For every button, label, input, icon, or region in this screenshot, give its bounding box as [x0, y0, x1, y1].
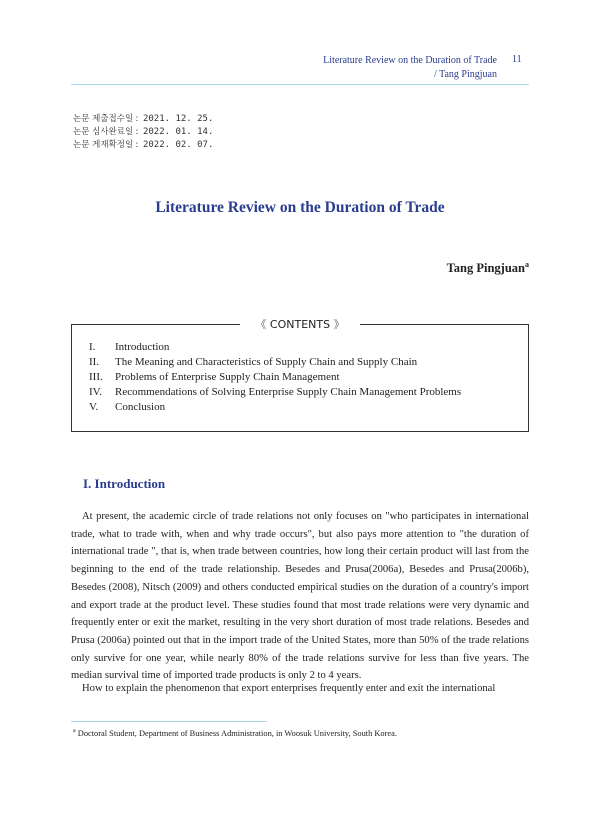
contents-item	[89, 385, 461, 400]
running-head-title: Literature Review on the Duration of Trade	[323, 55, 497, 66]
date-label: 논문 게재확정일	[73, 140, 134, 150]
footnote-text: Doctoral Student, Department of Business Administration, in Woosuk University, South Korea.	[75, 728, 397, 738]
author-line	[447, 260, 529, 276]
paper-title: Literature Review on the Duration of Trade	[155, 199, 445, 216]
date-value: 2022. 01. 14.	[142, 127, 214, 137]
contents-item-text: Recommendations of Solving Enterprise Supply Chain Management Problems	[115, 386, 462, 398]
contents-item	[89, 355, 461, 370]
author-name: Tang Pingjuan	[446, 261, 525, 276]
running-head	[300, 54, 497, 82]
contents-item	[89, 400, 461, 415]
date-row-submitted	[73, 113, 213, 126]
author-footnote-mark: a	[525, 260, 529, 269]
contents-list	[89, 340, 461, 415]
contents-item-text: Introduction	[115, 341, 170, 353]
contents-item-number: V.	[89, 401, 99, 413]
contents-item-text: Problems of Enterprise Supply Chain Management	[115, 371, 340, 383]
date-row-reviewed	[73, 126, 213, 139]
date-separator: :	[135, 127, 139, 137]
body-paragraph: How to explain the phenomenon that export enterprises frequently enter and exit the international	[82, 683, 496, 694]
date-label: 논문 심사완료일	[73, 127, 134, 137]
footnote	[73, 728, 397, 738]
contents-heading: 《 CONTENTS 》	[240, 316, 360, 332]
contents-item-text: Conclusion	[115, 401, 166, 413]
footnote-rule	[71, 721, 267, 722]
contents-item	[89, 340, 461, 355]
section-heading: I. Introduction	[83, 476, 166, 491]
page-number: 11	[512, 54, 522, 65]
date-value: 2022. 02. 07.	[142, 140, 214, 150]
body-paragraph: At present, the academic circle of trade relations not only focuses on "who participates in international trade, what to trade with, when and why trade occurs", but also pays more attention to "the duration of international trade ", that is, when trade between countries, how long their certain product will last from the beginning to the end of the trade relationship. Besedes and Prusa(2006a), Besedes and Prusa(2006b), Besedes (2008), Nitsch (2009) and others conducted empirical studies on the duration of a country's import and export trade at the product level. These studies found that most trade relations were very dynamic and frequently enter or exit the market, resulting in the very short duration of most trade relations. Besedes and Prusa (2006a) pointed out that in the import trade of the United States, more than 50% of the trade relations only survive for one year, while nearly 80% of the trade relations survive for less than five years. The median survival time of imported trade products is only 2 to 4 years.	[71, 511, 529, 682]
date-separator: :	[135, 140, 139, 150]
contents-item-number: I.	[89, 341, 96, 353]
contents-item	[89, 370, 461, 385]
contents-item-number: II.	[89, 356, 100, 368]
date-row-accepted	[73, 139, 213, 152]
submission-dates	[73, 113, 213, 152]
header-rule	[71, 84, 529, 85]
date-separator: :	[135, 114, 139, 124]
running-head-author: / Tang Pingjuan	[433, 69, 497, 80]
date-value: 2021. 12. 25.	[142, 114, 214, 124]
contents-item-text: The Meaning and Characteristics of Supply Chain and Supply Chain	[115, 356, 418, 368]
contents-item-number: III.	[89, 371, 103, 383]
date-label: 논문 제출접수일	[73, 114, 134, 124]
contents-item-number: IV.	[89, 386, 102, 398]
footnote-mark: a	[73, 728, 76, 734]
